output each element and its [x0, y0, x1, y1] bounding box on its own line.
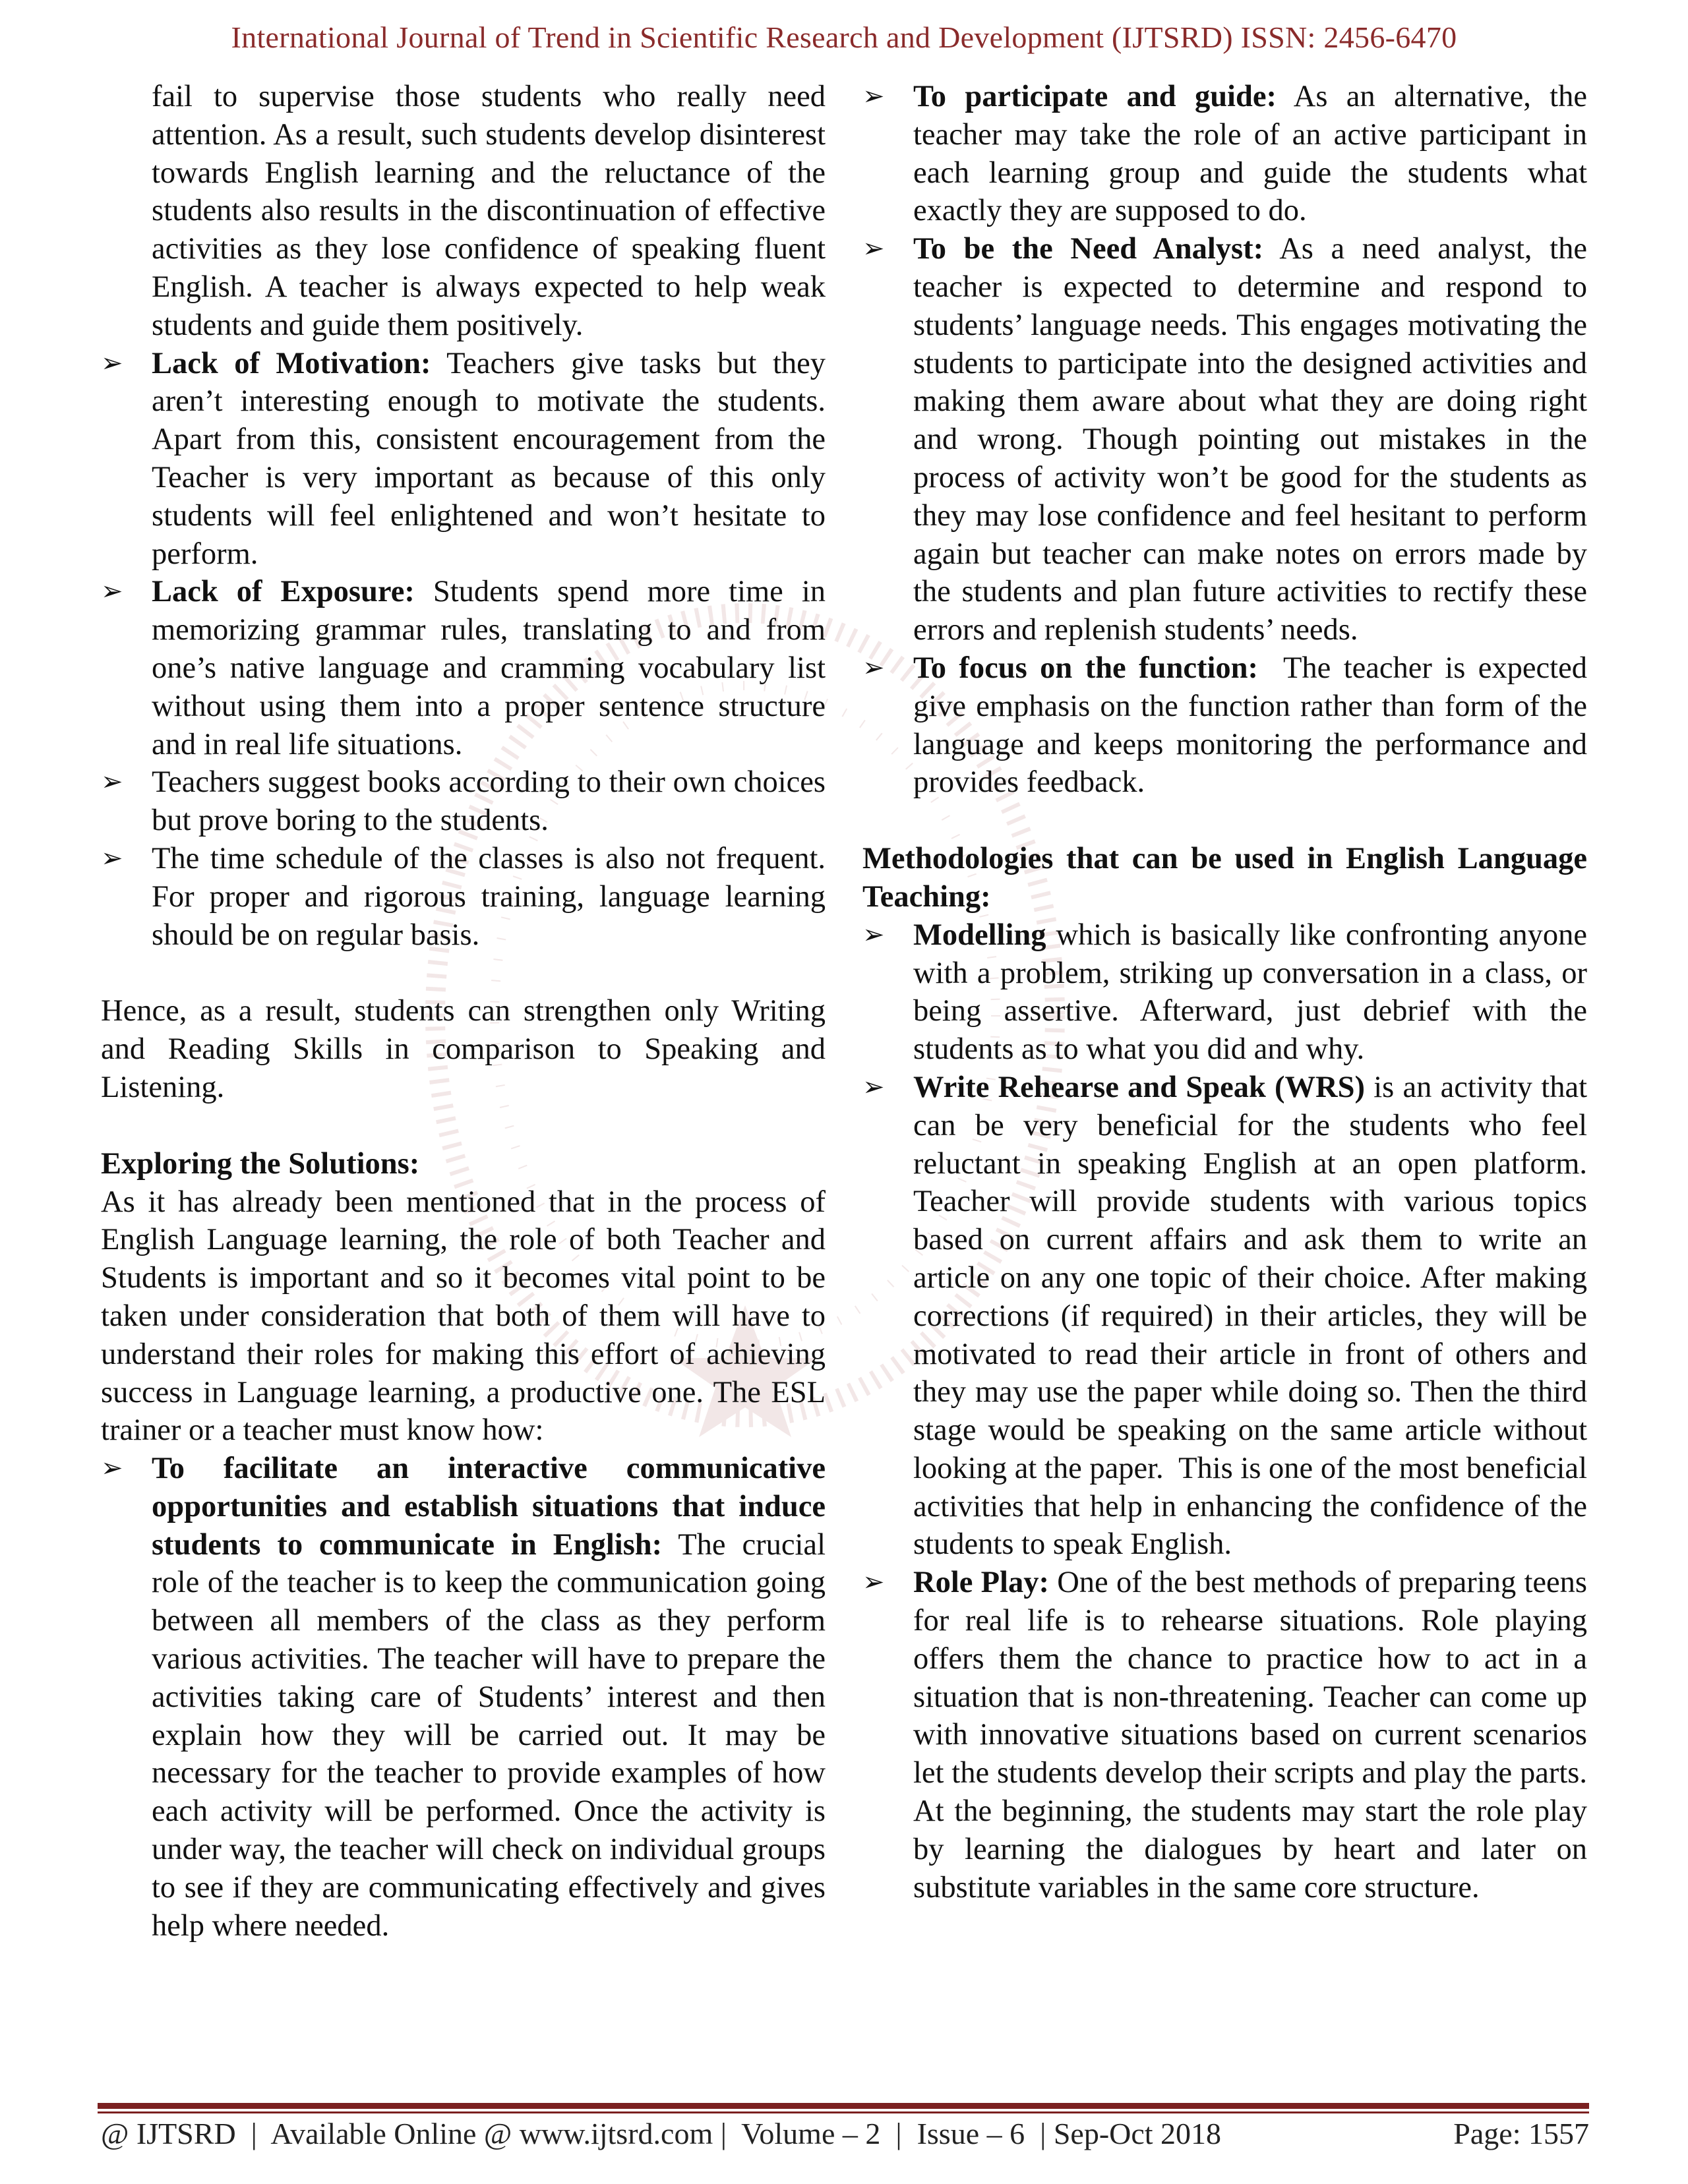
footer-info: @ IJTSRD | Available Online @ www.ijtsrd.com | Volume – 2 | Issue – 6 | Sep-Oct 2018: [101, 2117, 1222, 2150]
bullet-text: which is basically like confronting anyone with a problem, striking up conversation in a class, or being assertive. Afterward, just debrief with the students as to what you did and why.: [913, 918, 1587, 1067]
bullet-arrow-icon: ➢: [101, 576, 123, 607]
list-item: [101, 345, 826, 574]
section-heading-methodologies: Methodologies that can be used in English Language Teaching:: [862, 842, 1587, 914]
bullet-text: One of the best methods of preparing teens for real life is to rehearse situations. Role playing offers them the chance to practice how to act in a situation that is non-threatening. Teacher can come up with innovative situations based on current scenarios let the students develop their scripts and play the parts. At the beginning, the students may start the role play by learning the dialogues by heart and later on substitute variables in the same core structure.: [913, 1566, 1588, 1904]
list-item: [862, 230, 1587, 649]
solutions-paragraph: As it has already been mentioned that in the process of English Language learning, the role of both Teacher and Students is important and so it becomes vital point to be taken under consideration that both of them will have to understand their roles for making this effort of achieving success in Language learning, a productive one. The ESL trainer or a teacher must know how:: [101, 1185, 826, 1448]
bullet-text: As an alternative, the teacher may take the role of an active participant in each learning group and guide the students what exactly they are supposed to do.: [913, 80, 1587, 228]
bullet-bold-term: To participate and guide:: [913, 80, 1277, 113]
bullet-text: The teacher is expected give emphasis on the function rather than form of the language and keeps monitoring the performance and provides feedback.: [913, 651, 1595, 800]
bullet-arrow-icon: ➢: [101, 347, 123, 378]
bullet-text: Teachers suggest books according to their own choices but prove boring to the students.: [152, 765, 826, 838]
bullet-text: Teachers give tasks but they aren’t interesting enough to motivate the students. Apart from this, consistent encouragement from the Teacher is very important as because of this only students will feel enlightened and won’t hesitate to perform.: [152, 346, 826, 571]
teacher-roles-list: [862, 78, 1595, 802]
list-item: [862, 649, 1595, 802]
bullet-text: is an activity that can be very beneficial for the students who feel reluctant in speaking English at an open platform. Teacher will provide students with various topics based on current affairs and ask them to write an article on any one topic of their choice. After making corrections (if required) in their articles, they will be motivated to read their article in front of others and they may use the paper while doing so. Then the third stage would be speaking on the same article without looking at the paper. This is one of the most beneficial activities that help in enhancing the confidence of the students to speak English.: [913, 1070, 1595, 1562]
bullet-arrow-icon: ➢: [862, 919, 885, 950]
bullet-arrow-icon: ➢: [862, 81, 885, 111]
hence-paragraph: Hence, as a result, students can strengthen only Writing and Reading Skills in comparison to Speaking and Listening.: [101, 994, 826, 1104]
bullet-bold-term: Role Play:: [913, 1566, 1049, 1600]
footer-rule-thin: [98, 2111, 1589, 2113]
bullet-text: The time schedule of the classes is also not frequent. For proper and rigorous training, language learning should be on regular basis.: [152, 841, 826, 952]
list-item: [862, 916, 1587, 1069]
right-column: [862, 78, 1595, 1906]
bullet-bold-term: Lack of Exposure:: [152, 575, 415, 609]
page-footer: [101, 2116, 1589, 2151]
list-item: [101, 840, 826, 954]
methodologies-list: [862, 916, 1595, 1907]
bullet-arrow-icon: ➢: [101, 767, 123, 798]
bullet-arrow-icon: ➢: [101, 1453, 123, 1484]
bullet-text: The crucial role of the teacher is to keep the communication going between all members of the class as they perform various activities. The teacher will have to prepare the activities taking care of Students’ interest and then explain how they will be carried out. It may be necessary for the teacher to provide examples of how each activity will be performed. Once the activity is under way, the teacher will check on individual groups to see if they are communicating effectively and gives help where needed.: [152, 1527, 826, 1943]
bullet-arrow-icon: ➢: [862, 233, 885, 264]
list-item: [862, 1069, 1595, 1564]
bullet-bold-term: Modelling: [913, 918, 1046, 952]
bullet-arrow-icon: ➢: [862, 1071, 885, 1102]
bullet-text: As a need analyst, the teacher is expected to determine and respond to students’ language needs. This engages motivating the students to participate into the designed activities and making them aware about what they are doing right and wrong. Though pointing out mistakes in the process of activity won’t be good for the students as they may lose confidence and feel hesitant to perform again but teacher can make notes on errors made by the students and plan future activities to rectify these errors and replenish students’ needs.: [913, 232, 1587, 647]
bullet-bold-term: To focus on the function:: [913, 651, 1258, 685]
bullet-bold-term: Lack of Motivation:: [152, 346, 431, 380]
section-heading-solutions: Exploring the Solutions:: [101, 1146, 420, 1181]
list-item: [101, 1450, 826, 1945]
list-item: [101, 573, 826, 763]
bullet-text: Students spend more time in memorizing grammar rules, translating to and from one’s native language and cramming vocabulary list without using them into a proper sentence structure and in real life situations.: [152, 575, 826, 761]
footer-rule-thick: [98, 2103, 1589, 2109]
bullet-arrow-icon: ➢: [101, 842, 123, 873]
continued-paragraph: fail to supervise those students who really need attention. As a result, such students develop disinterest towards English learning and the reluctance of the students also results in the discontinuation of effective activities as they lose confidence of speaking fluent English. A teacher is always expected to help weak students and guide them positively.: [152, 80, 826, 342]
page-number: Page: 1557: [1453, 2117, 1589, 2150]
list-item: [101, 763, 826, 840]
bullet-arrow-icon: ➢: [862, 652, 885, 683]
bullet-bold-term: To be the Need Analyst:: [913, 232, 1264, 266]
list-item: [862, 78, 1587, 230]
solutions-list: [101, 1450, 826, 1945]
problems-list: [101, 345, 826, 955]
bullet-bold-term: To facilitate an interactive communicative opportunities and establish situations that induce students to communicate in English:: [152, 1452, 826, 1562]
bullet-bold-term: Write Rehearse and Speak (WRS): [913, 1070, 1365, 1104]
bullet-arrow-icon: ➢: [862, 1567, 885, 1598]
journal-header: International Journal of Trend in Scientific Research and Development (IJTSRD) ISSN: 2456-6470: [231, 20, 1457, 54]
list-item: [862, 1564, 1587, 1906]
left-column: [101, 78, 826, 1945]
